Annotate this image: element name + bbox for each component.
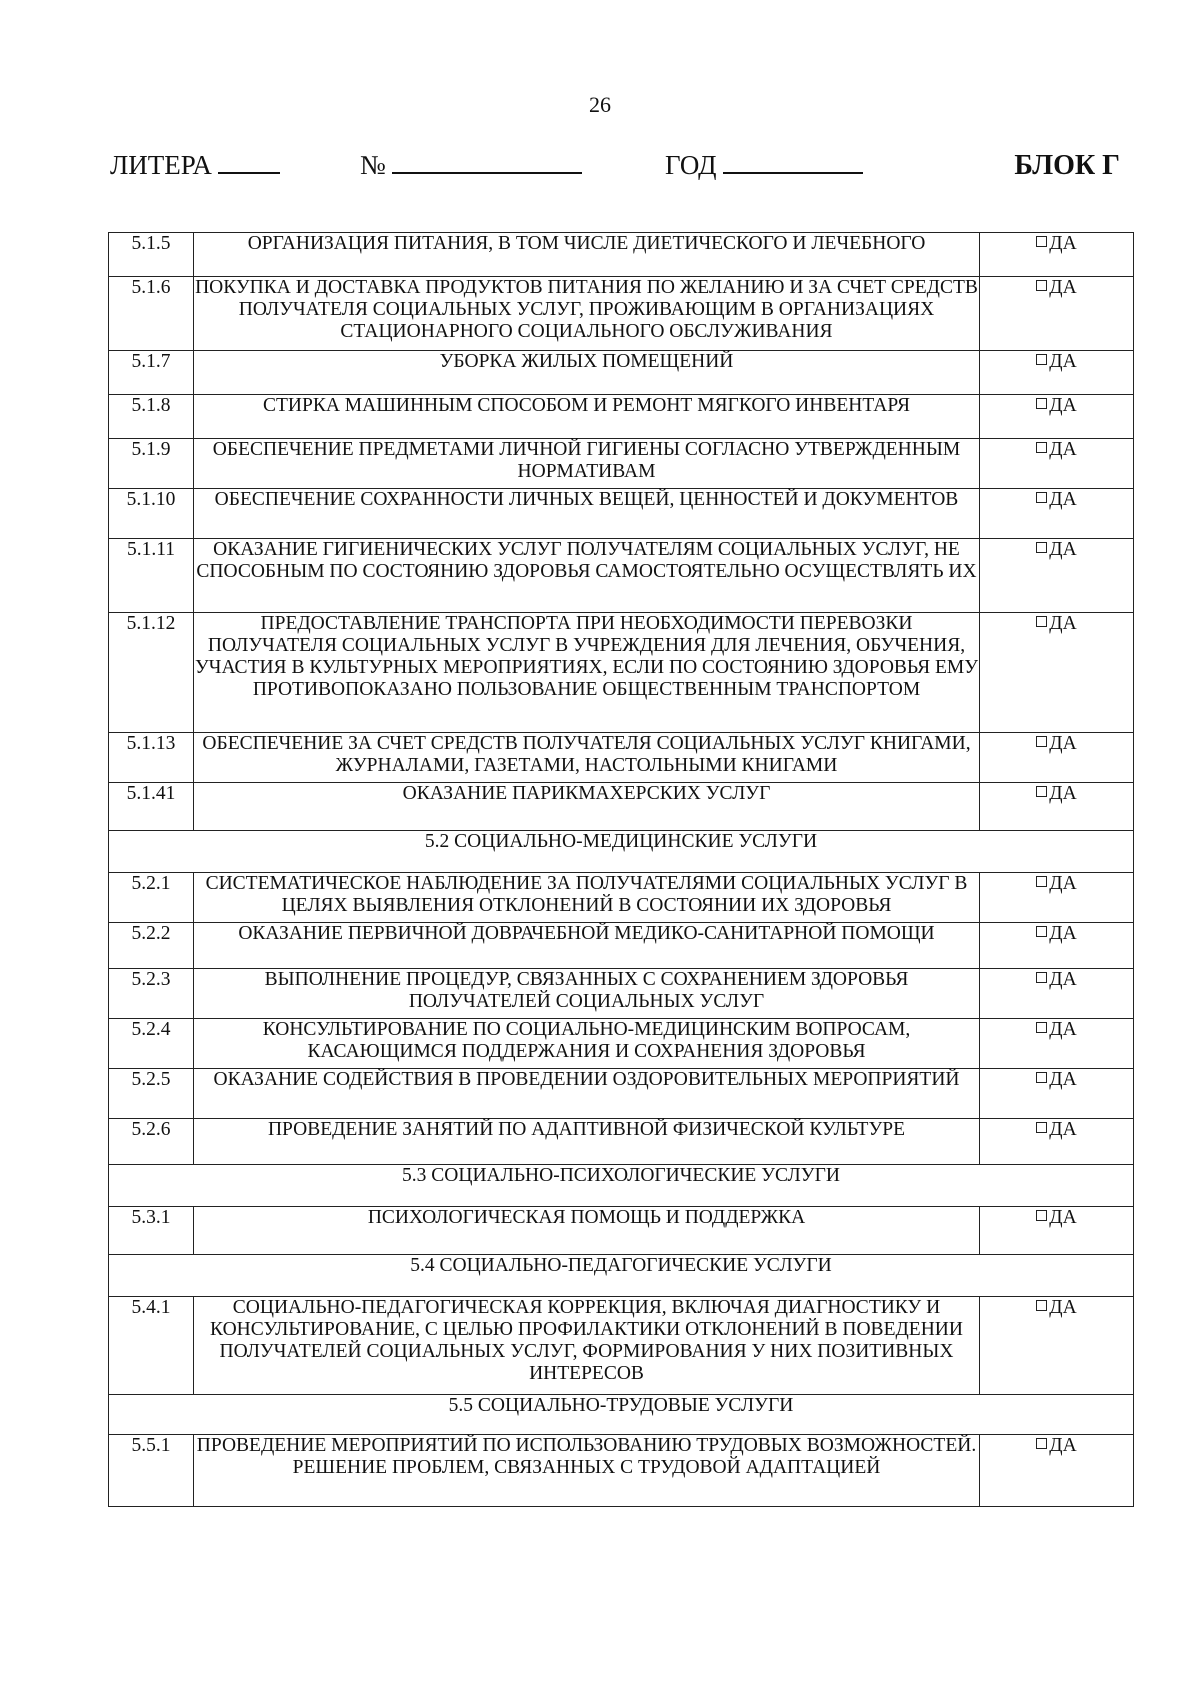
yes-checkbox[interactable] xyxy=(1036,733,1076,754)
checkbox-square-icon[interactable] xyxy=(1036,1022,1047,1033)
service-description: ОБЕСПЕЧЕНИЕ ЗА СЧЕТ СРЕДСТВ ПОЛУЧАТЕЛЯ СОЦИАЛЬНЫХ УСЛУГ КНИГАМИ, ЖУРНАЛАМИ, ГАЗЕТАМИ, НАСТОЛЬНЫМИ КНИГАМИ xyxy=(194,733,980,783)
service-row xyxy=(109,1435,1134,1507)
checkbox-square-icon[interactable] xyxy=(1036,1300,1047,1311)
answer-cell xyxy=(980,923,1134,969)
service-row xyxy=(109,539,1134,613)
service-row xyxy=(109,1297,1134,1395)
service-description: ПОКУПКА И ДОСТАВКА ПРОДУКТОВ ПИТАНИЯ ПО ЖЕЛАНИЮ И ЗА СЧЕТ СРЕДСТВ ПОЛУЧАТЕЛЯ СОЦИАЛЬНЫХ УСЛУГ, ПРОЖИВАЮЩИМ В ОРГАНИЗАЦИЯХ СТАЦИОНАРНОГО СОЦИАЛЬНОГО ОБСЛУЖИВАНИЯ xyxy=(194,277,980,351)
yes-checkbox[interactable] xyxy=(1036,439,1076,460)
service-description: ОБЕСПЕЧЕНИЕ ПРЕДМЕТАМИ ЛИЧНОЙ ГИГИЕНЫ СОГЛАСНО УТВЕРЖДЕННЫМ НОРМАТИВАМ xyxy=(194,439,980,489)
service-description: СТИРКА МАШИННЫМ СПОСОБОМ И РЕМОНТ МЯГКОГО ИНВЕНТАРЯ xyxy=(194,395,980,439)
yes-label: ДА xyxy=(1049,233,1077,254)
section-title: 5.2 СОЦИАЛЬНО-МЕДИЦИНСКИЕ УСЛУГИ xyxy=(109,831,1134,873)
answer-cell xyxy=(980,969,1134,1019)
service-row xyxy=(109,395,1134,439)
year-blank-line[interactable] xyxy=(723,150,863,174)
yes-label: ДА xyxy=(1049,1119,1077,1140)
service-code: 5.1.13 xyxy=(109,733,194,783)
service-description: ПРОВЕДЕНИЕ МЕРОПРИЯТИЙ ПО ИСПОЛЬЗОВАНИЮ ТРУДОВЫХ ВОЗМОЖНОСТЕЙ. РЕШЕНИЕ ПРОБЛЕМ, СВЯЗАННЫХ С ТРУДОВОЙ АДАПТАЦИЕЙ xyxy=(194,1435,980,1507)
yes-checkbox[interactable] xyxy=(1036,1019,1076,1040)
answer-cell xyxy=(980,1435,1134,1507)
service-row xyxy=(109,873,1134,923)
checkbox-square-icon[interactable] xyxy=(1036,736,1047,747)
answer-cell xyxy=(980,539,1134,613)
service-code: 5.3.1 xyxy=(109,1207,194,1255)
answer-cell xyxy=(980,233,1134,277)
service-code: 5.2.1 xyxy=(109,873,194,923)
services-table-body xyxy=(109,233,1134,1507)
service-code: 5.1.11 xyxy=(109,539,194,613)
checkbox-square-icon[interactable] xyxy=(1036,876,1047,887)
yes-checkbox[interactable] xyxy=(1036,783,1076,804)
checkbox-square-icon[interactable] xyxy=(1036,786,1047,797)
checkbox-square-icon[interactable] xyxy=(1036,236,1047,247)
answer-cell xyxy=(980,873,1134,923)
litera-label: ЛИТЕРА xyxy=(110,150,212,180)
answer-cell xyxy=(980,733,1134,783)
service-row xyxy=(109,351,1134,395)
yes-label: ДА xyxy=(1049,969,1077,990)
yes-label: ДА xyxy=(1049,613,1077,634)
yes-checkbox[interactable] xyxy=(1036,1069,1076,1090)
section-title: 5.4 СОЦИАЛЬНО-ПЕДАГОГИЧЕСКИЕ УСЛУГИ xyxy=(109,1255,1134,1297)
service-code: 5.2.2 xyxy=(109,923,194,969)
yes-checkbox[interactable] xyxy=(1036,1435,1076,1456)
yes-checkbox[interactable] xyxy=(1036,1297,1076,1318)
section-title: 5.3 СОЦИАЛЬНО-ПСИХОЛОГИЧЕСКИЕ УСЛУГИ xyxy=(109,1165,1134,1207)
service-code: 5.1.12 xyxy=(109,613,194,733)
checkbox-square-icon[interactable] xyxy=(1036,972,1047,983)
checkbox-square-icon[interactable] xyxy=(1036,616,1047,627)
section-row xyxy=(109,1165,1134,1207)
service-row xyxy=(109,613,1134,733)
service-description: ОКАЗАНИЕ ПАРИКМАХЕРСКИХ УСЛУГ xyxy=(194,783,980,831)
yes-checkbox[interactable] xyxy=(1036,395,1076,416)
service-description: ПРЕДОСТАВЛЕНИЕ ТРАНСПОРТА ПРИ НЕОБХОДИМОСТИ ПЕРЕВОЗКИ ПОЛУЧАТЕЛЯ СОЦИАЛЬНЫХ УСЛУГ В УЧРЕЖДЕНИЯ ДЛЯ ЛЕЧЕНИЯ, ОБУЧЕНИЯ, УЧАСТИЯ В КУЛЬТУРНЫХ МЕРОПРИЯТИЯХ, ЕСЛИ ПО СОСТОЯНИЮ ЗДОРОВЬЯ ЕМУ ПРОТИВОПОКАЗАНО ПОЛЬЗОВАНИЕ ОБЩЕСТВЕННЫМ ТРАНСПОРТОМ xyxy=(194,613,980,733)
service-description: ПСИХОЛОГИЧЕСКАЯ ПОМОЩЬ И ПОДДЕРЖКА xyxy=(194,1207,980,1255)
service-row xyxy=(109,969,1134,1019)
yes-label: ДА xyxy=(1049,439,1077,460)
service-row xyxy=(109,1019,1134,1069)
block-label: БЛОК Г xyxy=(1014,150,1120,181)
service-description: ОКАЗАНИЕ ГИГИЕНИЧЕСКИХ УСЛУГ ПОЛУЧАТЕЛЯМ СОЦИАЛЬНЫХ УСЛУГ, НЕ СПОСОБНЫМ ПО СОСТОЯНИЮ ЗДОРОВЬЯ САМОСТОЯТЕЛЬНО ОСУЩЕСТВЛЯТЬ ИХ xyxy=(194,539,980,613)
answer-cell xyxy=(980,783,1134,831)
checkbox-square-icon[interactable] xyxy=(1036,1072,1047,1083)
year-label: ГОД xyxy=(665,150,717,180)
answer-cell xyxy=(980,489,1134,539)
number-blank-line[interactable] xyxy=(392,150,582,174)
checkbox-square-icon[interactable] xyxy=(1036,1210,1047,1221)
yes-label: ДА xyxy=(1049,539,1077,560)
yes-label: ДА xyxy=(1049,873,1077,894)
service-code: 5.5.1 xyxy=(109,1435,194,1507)
checkbox-square-icon[interactable] xyxy=(1036,1438,1047,1449)
service-row xyxy=(109,233,1134,277)
number-label: № xyxy=(360,150,386,180)
service-description: ОРГАНИЗАЦИЯ ПИТАНИЯ, В ТОМ ЧИСЛЕ ДИЕТИЧЕСКОГО И ЛЕЧЕБНОГО xyxy=(194,233,980,277)
yes-checkbox[interactable] xyxy=(1036,873,1076,894)
service-row xyxy=(109,783,1134,831)
year-field[interactable] xyxy=(665,150,863,181)
answer-cell xyxy=(980,277,1134,351)
checkbox-square-icon[interactable] xyxy=(1036,1122,1047,1133)
litera-blank-line[interactable] xyxy=(218,150,280,174)
service-row xyxy=(109,923,1134,969)
yes-label: ДА xyxy=(1049,1207,1077,1228)
yes-checkbox[interactable] xyxy=(1036,923,1076,944)
yes-label: ДА xyxy=(1049,489,1077,510)
yes-label: ДА xyxy=(1049,1297,1077,1318)
yes-label: ДА xyxy=(1049,1069,1077,1090)
yes-checkbox[interactable] xyxy=(1036,277,1076,298)
service-code: 5.2.5 xyxy=(109,1069,194,1119)
service-description: ОКАЗАНИЕ СОДЕЙСТВИЯ В ПРОВЕДЕНИИ ОЗДОРОВИТЕЛЬНЫХ МЕРОПРИЯТИЙ xyxy=(194,1069,980,1119)
service-row xyxy=(109,277,1134,351)
section-row xyxy=(109,831,1134,873)
form-header xyxy=(110,150,1120,190)
service-description: УБОРКА ЖИЛЫХ ПОМЕЩЕНИЙ xyxy=(194,351,980,395)
service-code: 5.1.41 xyxy=(109,783,194,831)
yes-checkbox[interactable] xyxy=(1036,969,1076,990)
service-code: 5.1.6 xyxy=(109,277,194,351)
service-row xyxy=(109,1207,1134,1255)
yes-checkbox[interactable] xyxy=(1036,539,1076,560)
answer-cell xyxy=(980,439,1134,489)
service-row xyxy=(109,1119,1134,1165)
service-row xyxy=(109,733,1134,783)
service-code: 5.2.4 xyxy=(109,1019,194,1069)
service-row xyxy=(109,489,1134,539)
service-code: 5.1.7 xyxy=(109,351,194,395)
yes-label: ДА xyxy=(1049,1435,1077,1456)
answer-cell xyxy=(980,1207,1134,1255)
service-description: СОЦИАЛЬНО-ПЕДАГОГИЧЕСКАЯ КОРРЕКЦИЯ, ВКЛЮЧАЯ ДИАГНОСТИКУ И КОНСУЛЬТИРОВАНИЕ, С ЦЕЛЬЮ ПРОФИЛАКТИКИ ОТКЛОНЕНИЙ В ПОВЕДЕНИИ ПОЛУЧАТЕЛЕЙ СОЦИАЛЬНЫХ УСЛУГ, ФОРМИРОВАНИЯ У НИХ ПОЗИТИВНЫХ ИНТЕРЕСОВ xyxy=(194,1297,980,1395)
service-description: СИСТЕМАТИЧЕСКОЕ НАБЛЮДЕНИЕ ЗА ПОЛУЧАТЕЛЯМИ СОЦИАЛЬНЫХ УСЛУГ В ЦЕЛЯХ ВЫЯВЛЕНИЯ ОТКЛОНЕНИЙ В СОСТОЯНИИ ИХ ЗДОРОВЬЯ xyxy=(194,873,980,923)
service-description: КОНСУЛЬТИРОВАНИЕ ПО СОЦИАЛЬНО-МЕДИЦИНСКИМ ВОПРОСАМ, КАСАЮЩИМСЯ ПОДДЕРЖАНИЯ И СОХРАНЕНИЯ ЗДОРОВЬЯ xyxy=(194,1019,980,1069)
checkbox-square-icon[interactable] xyxy=(1036,492,1047,503)
checkbox-square-icon[interactable] xyxy=(1036,926,1047,937)
service-row xyxy=(109,439,1134,489)
yes-label: ДА xyxy=(1049,1019,1077,1040)
service-code: 5.2.6 xyxy=(109,1119,194,1165)
service-code: 5.4.1 xyxy=(109,1297,194,1395)
yes-label: ДА xyxy=(1049,923,1077,944)
yes-checkbox[interactable] xyxy=(1036,1207,1076,1228)
service-row xyxy=(109,1069,1134,1119)
answer-cell xyxy=(980,1119,1134,1165)
yes-label: ДА xyxy=(1049,783,1077,804)
service-code: 5.2.3 xyxy=(109,969,194,1019)
service-description: ОБЕСПЕЧЕНИЕ СОХРАННОСТИ ЛИЧНЫХ ВЕЩЕЙ, ЦЕННОСТЕЙ И ДОКУМЕНТОВ xyxy=(194,489,980,539)
section-row xyxy=(109,1395,1134,1435)
checkbox-square-icon[interactable] xyxy=(1036,280,1047,291)
yes-checkbox[interactable] xyxy=(1036,489,1076,510)
checkbox-square-icon[interactable] xyxy=(1036,542,1047,553)
answer-cell xyxy=(980,351,1134,395)
litera-field[interactable] xyxy=(110,150,280,181)
yes-checkbox[interactable] xyxy=(1036,613,1076,634)
section-row xyxy=(109,1255,1134,1297)
service-code: 5.1.10 xyxy=(109,489,194,539)
answer-cell xyxy=(980,1297,1134,1395)
service-description: ПРОВЕДЕНИЕ ЗАНЯТИЙ ПО АДАПТИВНОЙ ФИЗИЧЕСКОЙ КУЛЬТУРЕ xyxy=(194,1119,980,1165)
yes-label: ДА xyxy=(1049,351,1077,372)
page-number: 26 xyxy=(589,92,611,117)
yes-label: ДА xyxy=(1049,277,1077,298)
answer-cell xyxy=(980,613,1134,733)
checkbox-square-icon[interactable] xyxy=(1036,354,1047,365)
yes-label: ДА xyxy=(1049,395,1077,416)
yes-checkbox[interactable] xyxy=(1036,233,1076,254)
yes-checkbox[interactable] xyxy=(1036,1119,1076,1140)
answer-cell xyxy=(980,1019,1134,1069)
number-field[interactable] xyxy=(360,150,582,181)
answer-cell xyxy=(980,1069,1134,1119)
service-code: 5.1.8 xyxy=(109,395,194,439)
yes-label: ДА xyxy=(1049,733,1077,754)
yes-checkbox[interactable] xyxy=(1036,351,1076,372)
service-code: 5.1.5 xyxy=(109,233,194,277)
checkbox-square-icon[interactable] xyxy=(1036,442,1047,453)
answer-cell xyxy=(980,395,1134,439)
service-description: ВЫПОЛНЕНИЕ ПРОЦЕДУР, СВЯЗАННЫХ С СОХРАНЕНИЕМ ЗДОРОВЬЯ ПОЛУЧАТЕЛЕЙ СОЦИАЛЬНЫХ УСЛУГ xyxy=(194,969,980,1019)
services-table xyxy=(108,232,1134,1507)
service-description: ОКАЗАНИЕ ПЕРВИЧНОЙ ДОВРАЧЕБНОЙ МЕДИКО-САНИТАРНОЙ ПОМОЩИ xyxy=(194,923,980,969)
service-code: 5.1.9 xyxy=(109,439,194,489)
checkbox-square-icon[interactable] xyxy=(1036,398,1047,409)
section-title: 5.5 СОЦИАЛЬНО-ТРУДОВЫЕ УСЛУГИ xyxy=(109,1395,1134,1435)
